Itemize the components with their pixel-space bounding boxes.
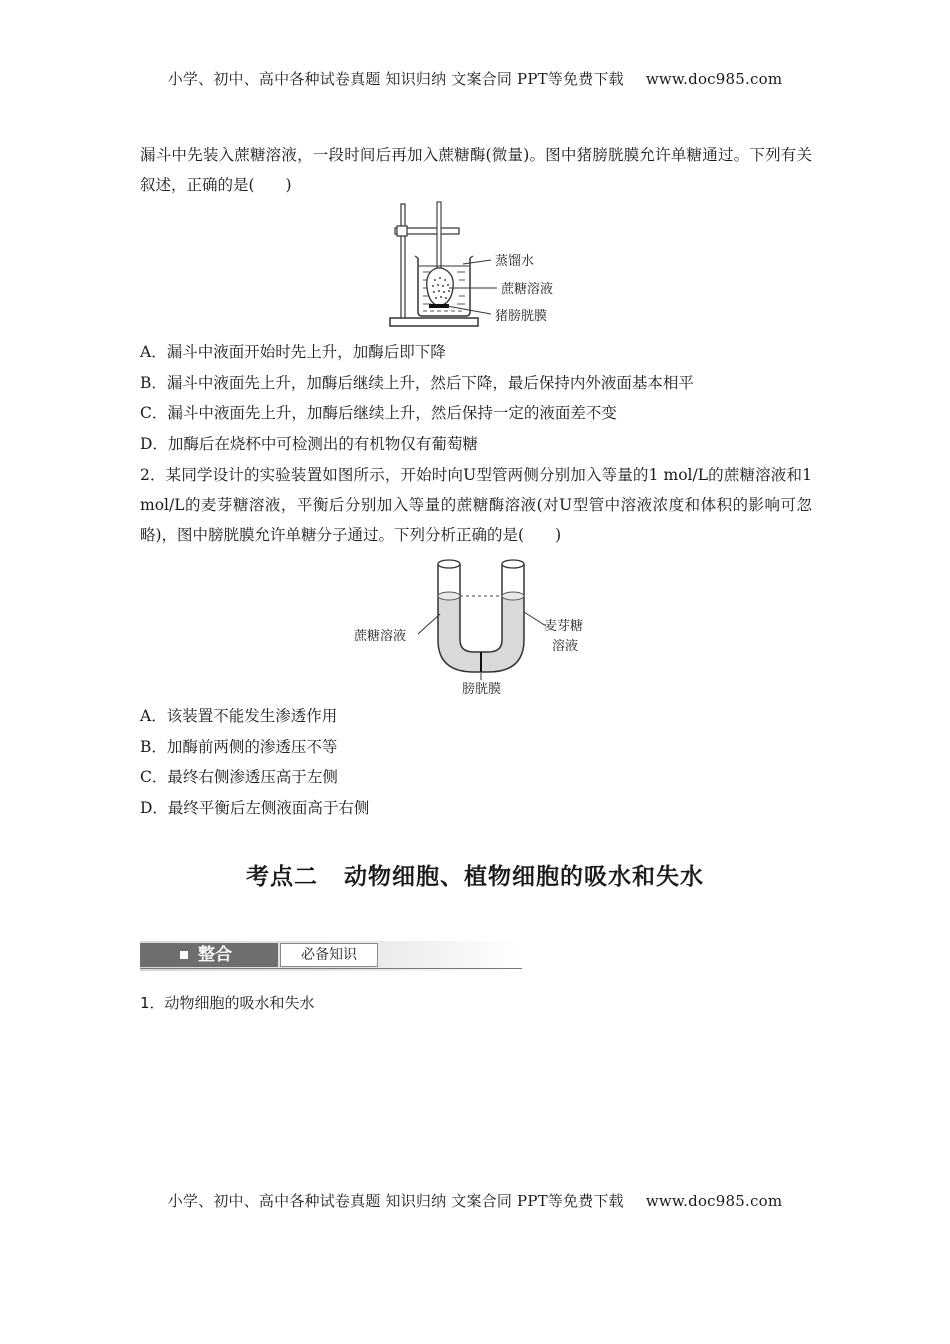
- label-maltose-line1: 麦芽糖: [544, 619, 584, 634]
- section-heading: 动物细胞、植物细胞的吸水和失水: [344, 864, 704, 890]
- banner-light-label: 必备知识: [280, 943, 378, 967]
- label-maltose-line2: 溶液: [552, 639, 579, 654]
- header-url[interactable]: www.doc985.com: [645, 70, 783, 88]
- u-tube-figure: [350, 552, 610, 697]
- q1-option-c[interactable]: C．漏斗中液面先上升，加酶后继续上升，然后保持一定的液面差不变: [140, 404, 617, 422]
- section-number: 考点二: [246, 864, 318, 890]
- footer-url[interactable]: www.doc985.com: [645, 1192, 783, 1210]
- page-footer: [0, 1190, 950, 1211]
- page-header: [0, 68, 950, 89]
- banner-dark-tab: [140, 943, 278, 967]
- q2-option-d[interactable]: D．最终平衡后左侧液面高于右侧: [140, 799, 370, 817]
- q1-option-b[interactable]: B．漏斗中液面先上升，加酶后继续上升，然后下降，最后保持内外液面基本相平: [140, 374, 694, 392]
- header-text: 小学、初中、高中各种试卷真题 知识归纳 文案合同 PPT等免费下载: [167, 70, 624, 88]
- section-title: [0, 858, 950, 891]
- subheading: 1．动物细胞的吸水和失水: [140, 994, 315, 1012]
- footer-text: 小学、初中、高中各种试卷真题 知识归纳 文案合同 PPT等免费下载: [167, 1192, 624, 1210]
- q2-stem: 2．某同学设计的实验装置如图所示，开始时向U型管两侧分别加入等量的1 mol/L的蔗糖溶液和1 mol/L的麦芽糖溶液，平衡后分别加入等量的蔗糖酶溶液(对U型管中溶液浓度和体积的影响可忽略)，图中膀胱膜允许单糖分子通过。下列分析正确的是( ): [140, 466, 812, 544]
- q1-option-d[interactable]: D．加酶后在烧杯中可检测出的有机物仅有葡萄糖: [140, 435, 478, 453]
- square-bullet-icon: [180, 951, 188, 959]
- q1-stem: 漏斗中先装入蔗糖溶液，一段时间后再加入蔗糖酶(微量)。图中猪膀胱膜允许单糖通过。下列有关叙述，正确的是( ): [140, 146, 812, 194]
- label-pig-bladder-membrane: 猪膀胱膜: [495, 309, 548, 324]
- q2-option-a[interactable]: A．该装置不能发生渗透作用: [140, 707, 338, 725]
- label-distilled-water: 蒸馏水: [495, 254, 535, 269]
- q2-option-b[interactable]: B．加酶前两侧的渗透压不等: [140, 738, 338, 756]
- label-bladder-membrane: 膀胱膜: [462, 682, 502, 697]
- label-sucrose-solution: 蔗糖溶液: [354, 629, 407, 644]
- funnel-osmosis-figure: [385, 200, 585, 330]
- banner-underline: [140, 968, 522, 969]
- q1-option-a[interactable]: A．漏斗中液面开始时先上升，加酶后即下降: [140, 343, 446, 361]
- q2-option-c[interactable]: C．最终右侧渗透压高于左侧: [140, 768, 338, 786]
- label-sucrose-solution: 蔗糖溶液: [501, 282, 554, 297]
- banner-dark-label: 整合: [198, 945, 232, 965]
- knowledge-banner: [140, 941, 522, 971]
